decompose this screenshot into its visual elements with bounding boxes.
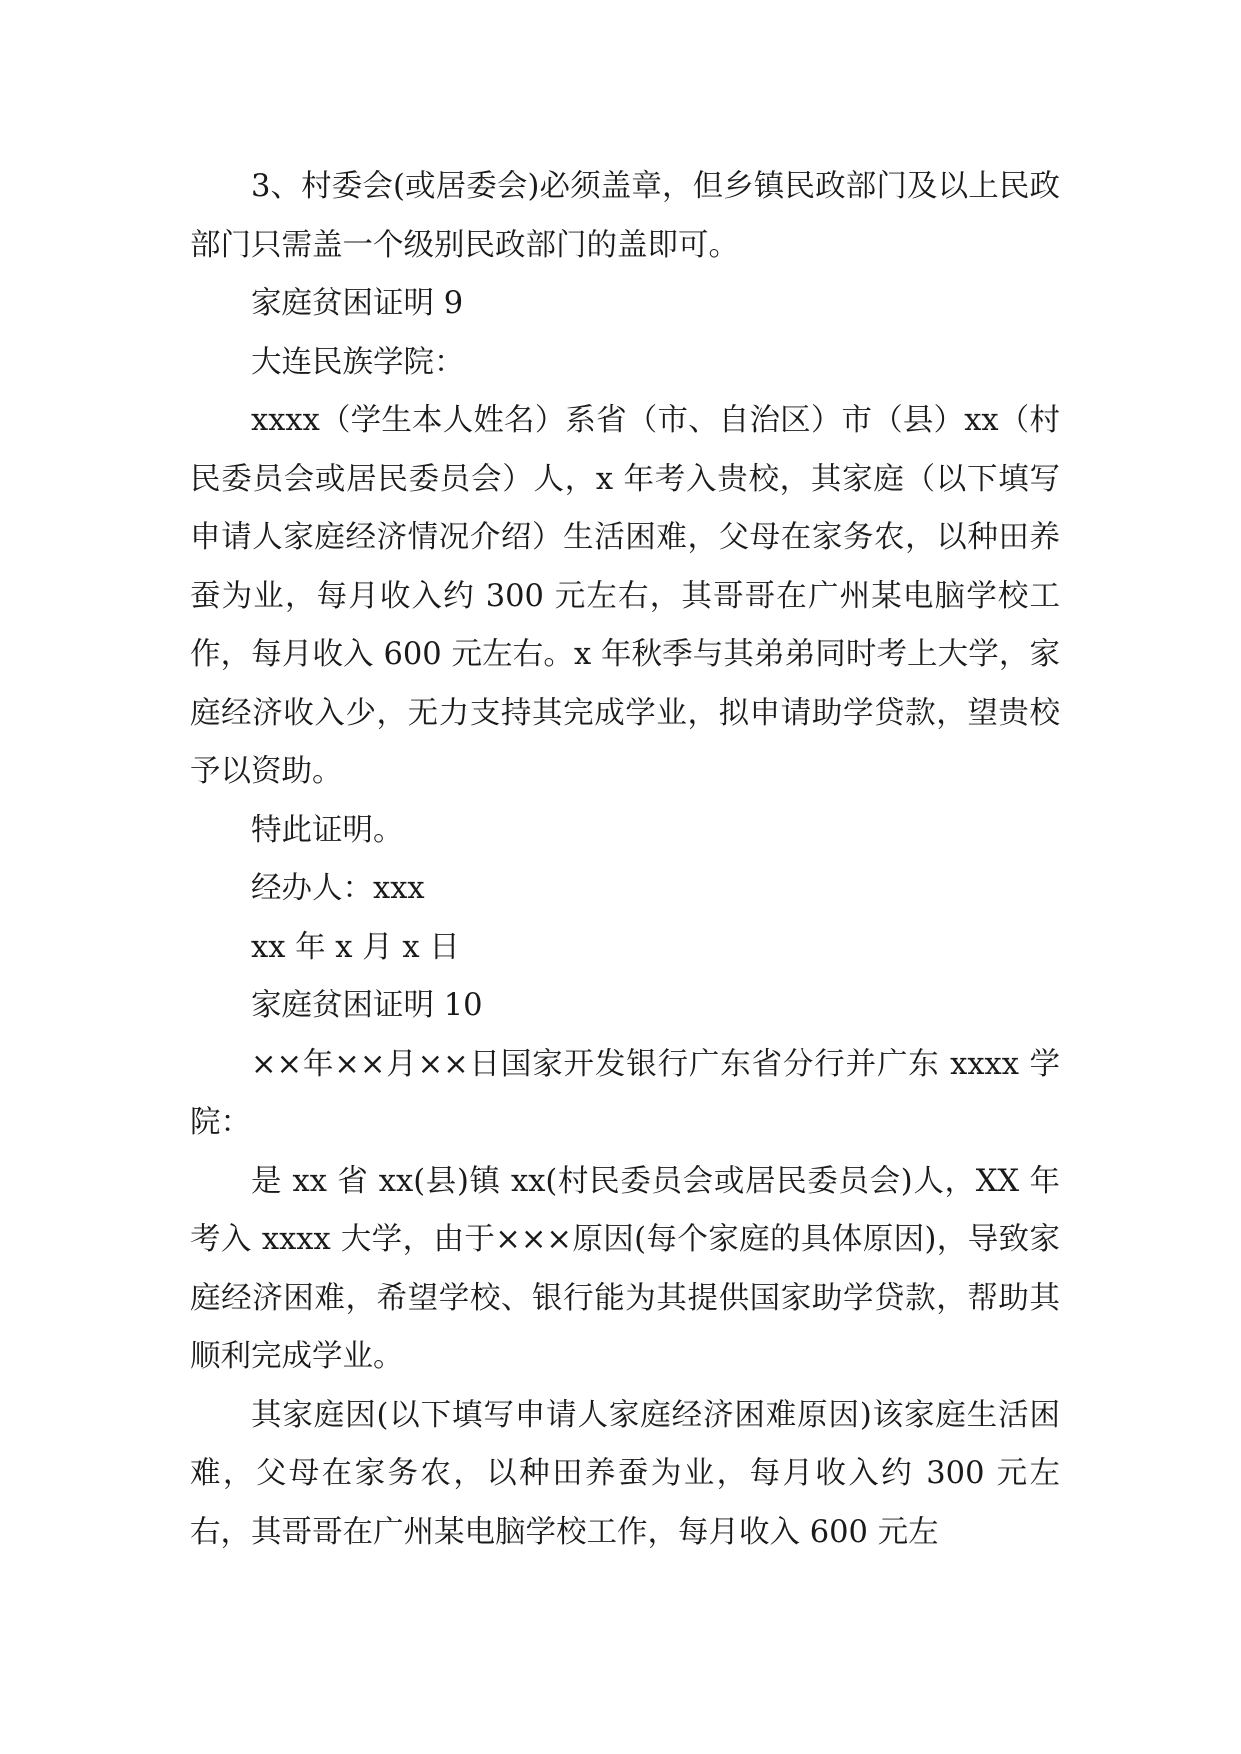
paragraph-hereby-certify: 特此证明。 — [251, 812, 404, 848]
salutation-dalian: 大连民族学院： — [251, 344, 465, 380]
document-body — [190, 158, 1060, 1562]
salutation-bank: ××年××月××日国家开发银行广东省分行并广东 xxxx 学院： — [190, 1046, 1060, 1140]
heading-certificate-10: 家庭贫困证明 10 — [251, 988, 483, 1023]
paragraph-family-reason: 其家庭因(以下填写申请人家庭经济困难原因)该家庭生活困难，父母在家务农，以种田养蚕为业，每月收入约 300 元左右，其哥哥在广州某电脑学校工作，每月收入 600 元左 — [190, 1397, 1060, 1550]
paragraph-certificate-10-body: 是 xx 省 xx(县)镇 xx(村民委员会或居民委员会)人，XX 年考入 xxxx 大学，由于×××原因(每个家庭的具体原因)，导致家庭经济困难，希望学校、银行能为其提供国家助学贷款，帮助其顺利完成学业。 — [190, 1163, 1060, 1374]
paragraph-handler: 经办人：xxx — [251, 871, 425, 906]
heading-certificate-9: 家庭贫困证明 9 — [251, 286, 464, 321]
paragraph-stamp-note: 3、村委会(或居委会)必须盖章，但乡镇民政部门及以上民政部门只需盖一个级别民政部门的盖即可。 — [190, 169, 1060, 263]
paragraph-date: xx 年 x 月 x 日 — [251, 929, 460, 965]
paragraph-certificate-9-body: xxxx（学生本人姓名）系省（市、自治区）市（县）xx（村民委员会或居民委员会）人，x 年考入贵校，其家庭（以下填写申请人家庭经济情况介绍）生活困难，父母在家务农，以种田养蚕为业，每月收入约 300 元左右，其哥哥在广州某电脑学校工作，每月收入 600 元左右。x 年秋季与其弟弟同时考上大学，家庭经济收入少，无力支持其完成学业，拟申请助学贷款，望贵校予以资助。 — [190, 403, 1060, 789]
